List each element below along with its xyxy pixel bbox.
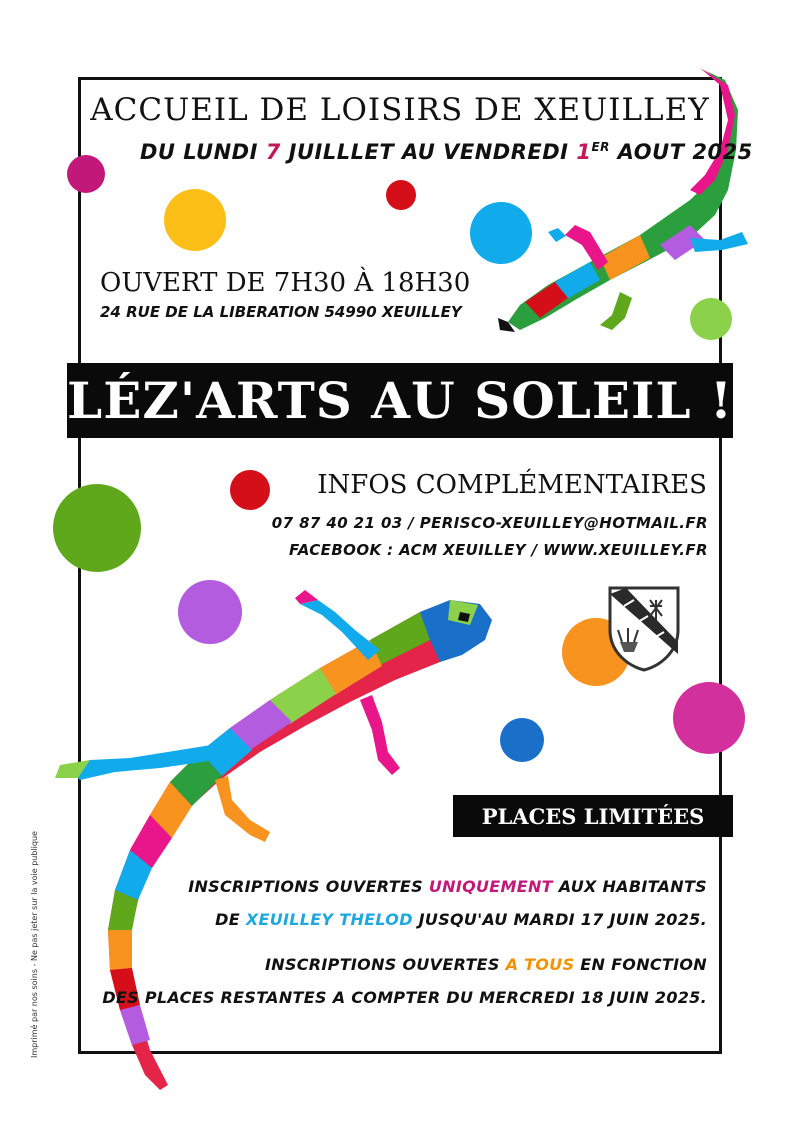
ins-l3-highlight: A TOUS (505, 955, 575, 974)
dates-day-start: 7 (265, 140, 281, 164)
places-label: PLACES LIMITÉES (481, 803, 705, 829)
dates-day-end: 1 (576, 140, 592, 164)
places-limited-banner (453, 795, 733, 837)
inscriptions-line-4: DES PLACES RESTANTES A COMPTER DU MERCREDI 18 JUIN 2025. (102, 988, 707, 1007)
inscriptions-line-3 (265, 955, 707, 974)
ins-l3-a: INSCRIPTIONS OUVERTES (265, 955, 506, 974)
opening-hours: OUVERT DE 7H30 À 18H30 (100, 268, 471, 298)
main-banner (67, 363, 733, 438)
dates-sup: ER (591, 140, 610, 154)
print-notice: Imprimé par nos soins - Ne pas jeter sur la voie publique (30, 831, 39, 1058)
address: 24 RUE DE LA LIBERATION 54990 XEUILLEY (100, 303, 462, 321)
page-title: ACCUEIL DE LOISIRS DE XEUILLEY (90, 92, 710, 128)
infos-heading: INFOS COMPLÉMENTAIRES (317, 470, 707, 500)
ins-l2-a: DE (215, 910, 246, 929)
ins-l1-a: INSCRIPTIONS OUVERTES (188, 877, 429, 896)
ins-l3-c: EN FONCTION (574, 955, 707, 974)
dates-text-part3: AOUT 2025 (609, 140, 753, 164)
banner-title: LÉZ'ARTS AU SOLEIL ! (67, 371, 733, 430)
contact-facebook-website: FACEBOOK : ACM XEUILLEY / WWW.XEUILLEY.FR (289, 541, 708, 559)
dates-text-part2: JUILLLET AU VENDREDI (280, 140, 577, 164)
inscriptions-line-2 (215, 910, 707, 929)
inscriptions-line-1 (188, 877, 707, 896)
ins-l1-highlight: UNIQUEMENT (428, 877, 553, 896)
contact-phone-email: 07 87 40 21 03 / PERISCO-XEUILLEY@HOTMAIL.FR (271, 514, 708, 532)
ins-l2-c: JUSQU'AU MARDI 17 JUIN 2025. (412, 910, 707, 929)
ins-l1-c: AUX HABITANTS (552, 877, 707, 896)
dates-text-part1: DU LUNDI (140, 140, 266, 164)
coat-of-arms-icon (604, 580, 684, 672)
ins-l2-highlight: XEUILLEY THELOD (245, 910, 413, 929)
event-dates (140, 140, 753, 164)
